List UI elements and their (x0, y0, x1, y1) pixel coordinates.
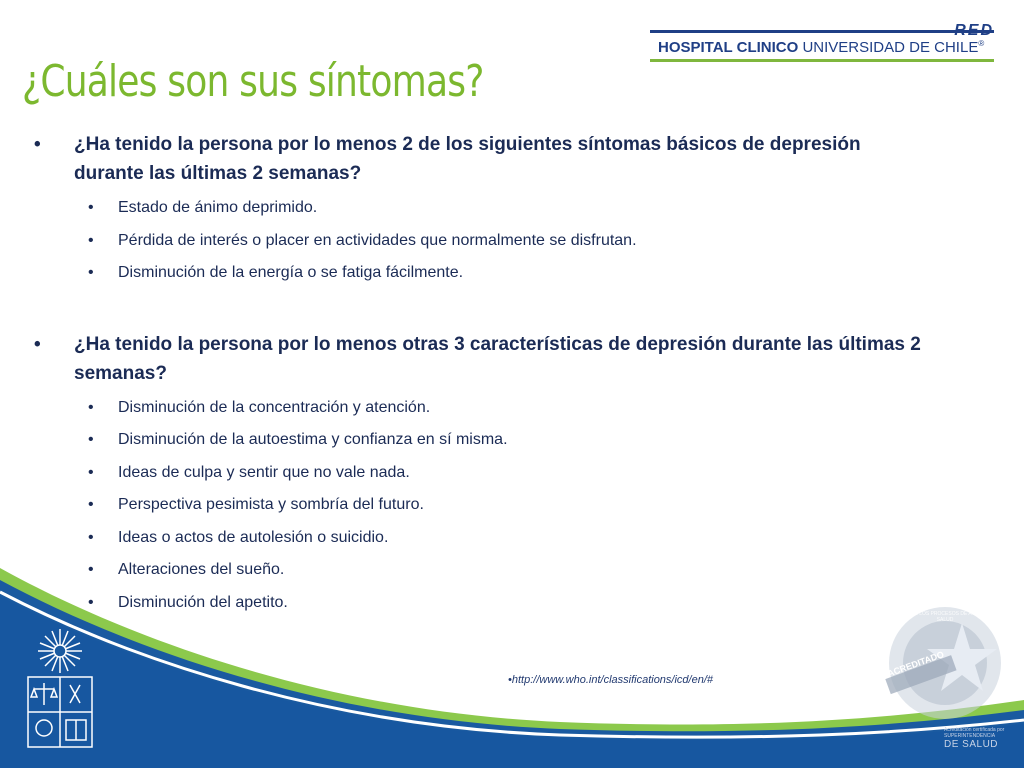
list-item (88, 424, 934, 457)
bullet: • (88, 398, 94, 416)
list-item-text: Ideas de culpa y sentir que no vale nada. (118, 463, 410, 481)
footnote-link[interactable]: http://www.who.int/classifications/icd/en/# (511, 674, 714, 686)
question-1-text: ¿Ha tenido la persona por lo menos 2 de los siguientes síntomas básicos de depresión durante las últimas 2 semanas? (74, 134, 861, 184)
list-item-text: Pérdida de interés o placer en actividades que normalmente se disfrutan. (118, 231, 637, 249)
list-item-text: Disminución de la energía o se fatiga fácilmente. (118, 264, 464, 281)
list-item (88, 522, 934, 555)
logo-name-rest: UNIVERSIDAD DE CHILE (802, 39, 979, 56)
bullet: • (88, 496, 94, 513)
bullet: • (88, 431, 94, 448)
list-item (88, 257, 934, 290)
bullet: • (88, 264, 94, 281)
seal-small-text: Acreditación certificada por (944, 727, 1005, 733)
source-footnote (508, 674, 713, 686)
question-1 (34, 130, 934, 188)
logo-name (658, 39, 984, 56)
bullet: • (508, 674, 512, 686)
seal-agency-line1: SUPERINTENDENCIA (944, 733, 996, 739)
list-item-text: Ideas o actos de autolesión o suicidio. (118, 528, 389, 546)
bullet: • (88, 463, 94, 481)
list-item (88, 457, 934, 490)
seal-agency (944, 727, 1024, 750)
universidad-de-chile-crest-icon (22, 625, 98, 753)
hospital-logo (650, 22, 994, 66)
question-2-text: ¿Ha tenido la persona por lo menos otras 3 características de depresión durante las últimas 2 semanas? (74, 333, 921, 384)
list-item-text: Disminución de la concentración y atención. (118, 398, 431, 416)
symptom-list-2 (34, 392, 934, 620)
logo-name-bold: HOSPITAL CLINICO (658, 39, 799, 56)
list-item-text: Estado de ánimo deprimido. (118, 199, 318, 216)
seal-center-text: ACREDITADO (886, 649, 946, 679)
list-item-text: Disminución del apetito. (118, 593, 288, 611)
bullet: • (34, 134, 41, 155)
bullet: • (88, 528, 94, 546)
bullet: • (88, 231, 94, 249)
bullet: • (88, 593, 94, 611)
symptom-list-1 (34, 192, 934, 290)
logo-bottom-bar (650, 59, 994, 62)
bullet: • (88, 561, 94, 578)
seal-ring-text: CALIDAD EN LOS PROCESOS DE ATENCIÓN EN SALUD (887, 611, 1003, 623)
list-item (88, 392, 934, 425)
list-item (88, 225, 934, 258)
list-item-text: Disminución de la autoestima y confianza en sí misma. (118, 431, 508, 448)
list-item (88, 587, 934, 620)
list-item (88, 192, 934, 225)
list-item-text: Perspectiva pesimista y sombría del futuro. (118, 496, 424, 513)
seal-agency-line2: DE SALUD (944, 739, 999, 750)
list-item-text: Alteraciones del sueño. (118, 561, 285, 578)
bullet: • (34, 333, 41, 355)
slide-title: ¿Cuáles son sus síntomas? (22, 56, 484, 107)
section-gap (34, 290, 934, 330)
seal-labels (880, 605, 1010, 725)
logo-top-bar (650, 30, 994, 33)
list-item (88, 554, 934, 587)
logo-registered-mark: ® (978, 39, 985, 48)
question-2 (34, 330, 934, 388)
bullet: • (88, 199, 94, 216)
slide-content (34, 130, 934, 619)
list-item (88, 489, 934, 522)
